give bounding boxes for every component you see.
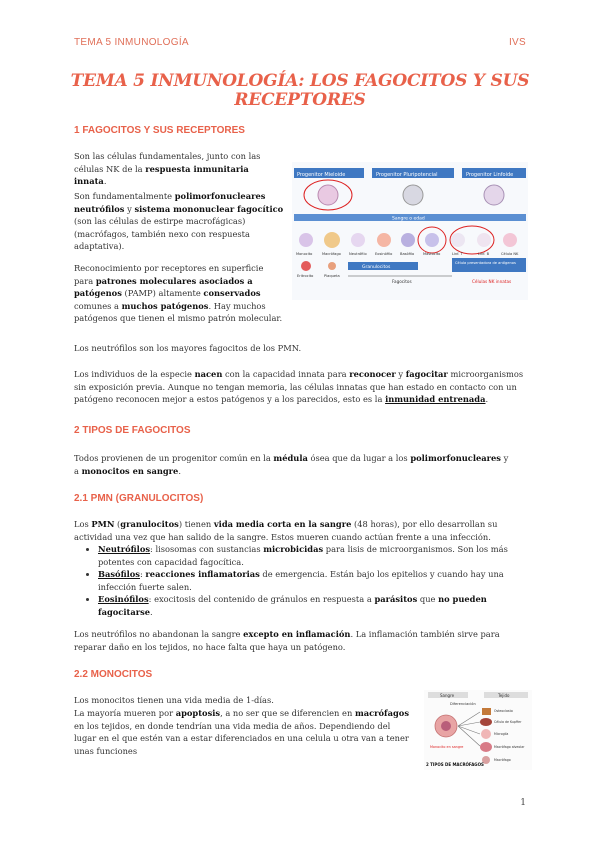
cell-neutrofilo	[351, 233, 365, 247]
organ-label-4: Macrófago	[494, 758, 511, 762]
para-celulas-fundamentales: Son las células fundamentales, junto con las células NK de la respuesta inmunitaria innata.	[74, 151, 261, 186]
organ-label-3: Macrófago alveolar	[494, 745, 525, 749]
organ-label-0: Osteoclasto	[494, 709, 513, 713]
label-sangre: Sangre	[440, 693, 455, 698]
cell-nk	[503, 233, 517, 247]
label-linfoide: Progenitor Linfoide	[466, 172, 514, 178]
cell-eritrocito	[301, 261, 311, 271]
para-progenitor-comun: Todos provienen de un progenitor común en la médula ósea que da lugar a los polimorfonucleares y a monocitos en sangre.	[74, 453, 509, 476]
label-mieloide: Progenitor Mieloide	[297, 172, 346, 178]
cell-mieloide	[318, 185, 338, 205]
organ-label-2: Microglía	[494, 732, 509, 736]
para-fundamentalmente: Son fundamentalmente polimorfonucleares neutrófilos y sistema mononuclear fagocítico (son las células de estirpe macrofágicas)(macrófagos, también nexo con respuesta adaptativa).	[74, 191, 284, 251]
label-tejido: Tejido	[498, 693, 510, 698]
title-line-1: TEMA 5 INMUNOLOGÍA: LOS FAGOCITOS Y SUS	[70, 71, 530, 91]
list-item-eosinofilos: • Eosinófilos: exocitosis del contenido de gránulos en respuesta a parásitos que no pueden fagocitarse.	[98, 593, 536, 618]
organ-cerebro	[481, 729, 491, 739]
list-granulocitos	[74, 543, 536, 618]
heading-tipos-fagocitos: 2 TIPOS DE FAGOCITOS	[74, 425, 191, 436]
label-diferenciacion: Diferenciación	[450, 702, 476, 706]
bottom-label-1: Plaqueta	[324, 274, 340, 278]
figure-macrofagos	[424, 690, 532, 770]
cell-label-8: Célula NK	[501, 252, 519, 256]
bottom-label-0: Eritrocito	[297, 274, 314, 278]
para-monocitos-apoptosis: La mayoría mueren por apoptosis, a no ser que se diferencien en macrófagos en los tejidos, en donde tendrían una vida media de años. Dependiendo del lugar en el que estén van a estar diferenciados en una celula u otra van a tener unas funciones	[74, 708, 410, 756]
label-pluripotencial: Progenitor Pluripotencial	[376, 172, 438, 178]
header-left: TEMA 5 INMUNOLOGÍA	[74, 37, 189, 48]
figure-hematopoyesis	[292, 162, 528, 300]
band-presentadoras-label: Célula presentadora de antígenos	[455, 261, 516, 265]
hematopoiesis-diagram	[292, 162, 528, 300]
cell-label-1: Macrófago	[322, 252, 341, 256]
cell-mastocito	[425, 233, 439, 247]
organ-hueso	[482, 708, 491, 715]
para-reconocimiento: Reconocimiento por receptores en superficie para patrones moleculares asociados a patógenos (PAMP) altamente conservados comunes a muchos patógenos. Hay muchos patógenos que tienen el mismo patrón molecular.	[74, 263, 283, 323]
para-neutrofilos-mayores: Los neutrófilos son los mayores fagocitos de los PMN.	[74, 343, 302, 353]
cell-basofilo	[401, 233, 415, 247]
cell-label-5: Mastocito	[423, 252, 441, 256]
list-item-basofilos: • Basófilos: reacciones inflamatorias de emergencia. Están bajo los epitelios y cuando hay una infección fuerte salen.	[98, 568, 536, 593]
cell-label-2: Neutrófilo	[349, 252, 367, 256]
band-fagocitos-label: Fagocitos	[392, 279, 412, 284]
cell-label-0: Monocito	[296, 252, 313, 256]
header-right: IVS	[508, 37, 526, 48]
para-monocitos-vida-media: Los monocitos tienen una vida media de 1-días.	[74, 695, 274, 705]
heading-monocitos: 2.2 MONOCITOS	[74, 669, 153, 680]
para-neutrofilos-inflamacion: Los neutrófilos no abandonan la sangre excepto en inflamación. La inflamación también sirve para reparar daño en los tejidos, no hace falta que haya un patógeno.	[74, 629, 500, 652]
figure-caption: 2 TIPOS DE MACRÓFAGOS	[426, 762, 484, 767]
red-note: Células NK innatas	[472, 279, 512, 284]
cell-row	[299, 232, 517, 248]
organ-pulmon	[480, 742, 492, 752]
para-individuos-especie: Los individuos de la especie nacen con la capacidad innata para reconocer y fagocitar microorganismos sin exposición previa. Aunque no tengan memoria, las células innatas que han estado en contacto con un patógeno reconocen mejor a estos patógenos y a los parecidos, esto es la inmunidad entrenada.	[74, 369, 524, 404]
cell-pluripotencial	[403, 185, 423, 205]
cell-linfocito-t	[451, 233, 465, 247]
organ-label-1: Célula de Kupffer	[494, 720, 522, 724]
page-title	[60, 72, 540, 110]
cell-linfoide	[484, 185, 504, 205]
cell-label-6: Linf. T	[452, 252, 463, 256]
red-note-monocito: Monocito en sangre	[430, 745, 464, 749]
page-number: 1	[520, 798, 526, 808]
cell-plaqueta	[328, 262, 336, 270]
para-pmn-vida-media: Los PMN (granulocitos) tienen vida media corta en la sangre (48 horas), por ello desarrollan su actividad una vez que han salido de la sangre. Estos mueren cuando actúan frente a una infección.	[74, 519, 498, 542]
title-line-2: RECEPTORES	[234, 90, 366, 110]
cell-label-3: Eosinófilo	[375, 252, 393, 256]
heading-pmn: 2.1 PMN (GRANULOCITOS)	[74, 493, 204, 504]
band-granulocitos-label: Granulocitos	[362, 265, 391, 270]
list-item-neutrofilos: • Neutrófilos: lisosomas con sustancias microbicidas para lisis de microorganismos. Son los más potentes con capacidad fagocítica.	[98, 543, 536, 568]
cell-label-4: Basófilo	[400, 252, 415, 256]
macrophage-diagram	[424, 690, 532, 770]
monocyte-nucleus	[441, 721, 451, 731]
cell-macrofago	[324, 232, 340, 248]
heading-fagocitos-receptores: 1 FAGOCITOS Y SUS RECEPTORES	[74, 125, 245, 136]
cell-linfocito-b	[477, 233, 491, 247]
blood-label: Sangre o edad	[392, 216, 425, 222]
cell-monocito	[299, 233, 313, 247]
cell-eosinofilo	[377, 233, 391, 247]
organ-higado	[480, 718, 492, 726]
cell-label-7: Linf. B	[478, 252, 490, 256]
